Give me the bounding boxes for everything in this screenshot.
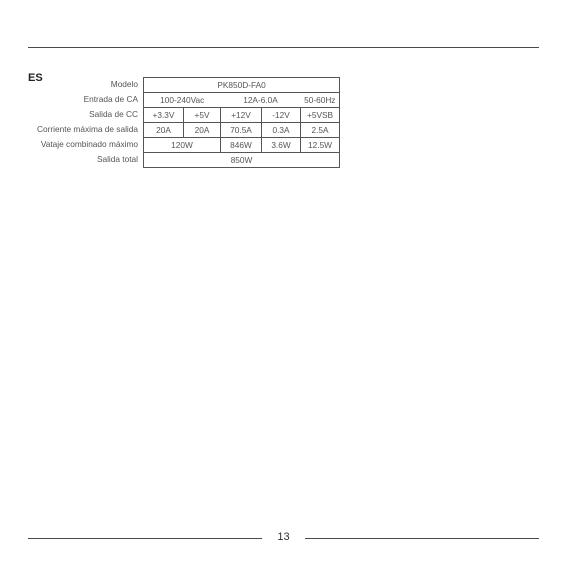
row-label-combined-wattage: Vataje combinado máximo [40, 139, 138, 149]
max-current-row [144, 123, 340, 138]
wattage-5vsb-cell: 12.5W [301, 138, 340, 153]
language-heading: ES [28, 72, 43, 84]
row-label-max-current: Corriente máxima de salida [37, 124, 138, 134]
footer-divider-left [28, 538, 262, 539]
combined-wattage-row [144, 138, 340, 153]
dc-output-cell: +12V [221, 108, 262, 123]
page-number: 13 [277, 531, 290, 543]
dc-output-cell: +3.3V [144, 108, 184, 123]
row-label-model: Modelo [110, 79, 138, 89]
footer-divider-right [305, 538, 539, 539]
power-supply-spec-table [143, 77, 340, 168]
dc-output-cell: -12V [262, 108, 301, 123]
header-divider [28, 47, 539, 48]
wattage-12v-cell: 846W [221, 138, 262, 153]
ac-input-row [144, 93, 340, 108]
total-output-row [144, 153, 340, 168]
max-current-cell: 2.5A [301, 123, 340, 138]
max-current-cell: 70.5A [221, 123, 262, 138]
dc-output-cell: +5VSB [301, 108, 340, 123]
model-cell: PK850D-FA0 [144, 78, 340, 93]
ac-frequency-cell: 50-60Hz [301, 93, 340, 108]
total-output-cell: 850W [144, 153, 340, 168]
row-label-ac-input: Entrada de CA [83, 94, 138, 104]
wattage-minus12v-cell: 3.6W [262, 138, 301, 153]
max-current-cell: 20A [184, 123, 221, 138]
row-label-total-output: Salida total [96, 154, 138, 164]
max-current-cell: 0.3A [262, 123, 301, 138]
wattage-3v3-5v-cell: 120W [144, 138, 221, 153]
ac-current-cell: 12A-6.0A [221, 93, 301, 108]
dc-output-row [144, 108, 340, 123]
row-label-dc-output: Salida de CC [89, 109, 138, 119]
model-row [144, 78, 340, 93]
dc-output-cell: +5V [184, 108, 221, 123]
ac-voltage-cell: 100-240Vac [144, 93, 221, 108]
spec-row-labels [20, 77, 138, 167]
max-current-cell: 20A [144, 123, 184, 138]
